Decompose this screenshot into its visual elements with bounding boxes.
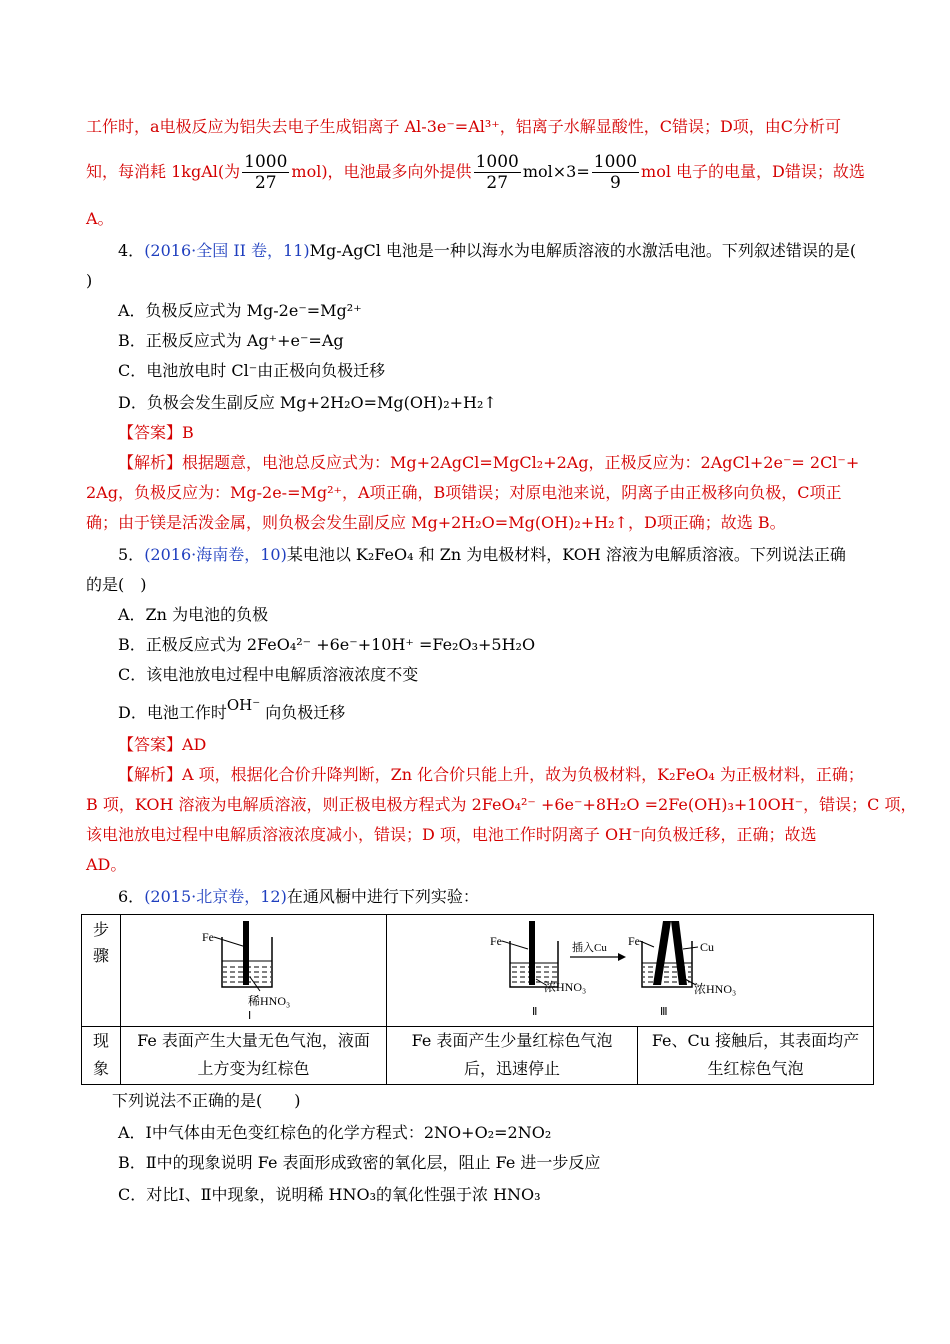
question-number: 5． xyxy=(118,545,145,564)
question-4-stem xyxy=(118,240,856,262)
option-c: C．对比Ⅰ、Ⅱ中现象，说明稀 HNO₃的氧化性强于浓 HNO₃ xyxy=(118,1185,541,1204)
fraction-denominator: 9 xyxy=(609,173,621,193)
option-d xyxy=(118,696,346,724)
row-header-phenomena xyxy=(82,1027,121,1085)
analysis-line: 2Ag，负极反应为：Mg-2e-=Mg²⁺，A项正确，B项错误；对原电池来说，阴离子由正极移向负极，C项正 xyxy=(86,483,842,502)
option-c: C．电池放电时 Cl⁻由正极向负极迁移 xyxy=(118,361,386,380)
analysis-line: 工作时，a电极反应为铝失去电子生成铝离子 Al-3e⁻=Al³⁺，铝离子水解显酸性，C错误；D项，由C分析可 xyxy=(86,117,842,136)
analysis-text: mol×3= xyxy=(522,162,590,181)
option-text: 向负极迁移 xyxy=(265,703,346,722)
table-row xyxy=(82,915,874,1027)
row-header-steps xyxy=(82,915,121,1027)
fraction-numerator: 1000 xyxy=(475,152,519,172)
observation-text: Fe 表面产生大量无色气泡，液面 xyxy=(137,1031,370,1050)
analysis-line: 确；由于镁是活泼金属，则负极会发生副反应 Mg+2H₂O=Mg(OH)₂+H₂↑，D项正确；故选 B。 xyxy=(86,513,786,532)
option-b: B．正极反应式为 2FeO₄²⁻ +6e⁻+10H⁺ =Fe₂O₃+5H₂O xyxy=(118,635,536,654)
header-char: 步 xyxy=(92,920,109,939)
analysis-line: 【解析】A 项，根据化合价升降判断，Zn 化合价只能上升，故为负极材料，K₂FeO₄ 为正极材料，正确； xyxy=(118,765,864,784)
answer: 【答案】B xyxy=(118,423,194,442)
figure-label: Ⅱ xyxy=(532,1006,538,1018)
analysis-text: mol 电子的电量，D错误；故选 xyxy=(641,162,865,181)
analysis-text: 知，每消耗 1kgAl(为 xyxy=(86,162,241,181)
fraction xyxy=(592,152,639,193)
fe-label: Fe xyxy=(201,930,214,944)
question-text: Mg-AgCl 电池是一种以海水为电解质溶液的水激活电池。下列叙述错误的是( xyxy=(309,241,857,260)
table-row xyxy=(82,1027,874,1085)
fe-label: Fe xyxy=(490,934,502,948)
option-b: B．正极反应式为 Ag⁺+e⁻=Ag xyxy=(118,331,344,350)
observation-text: 生红棕色气泡 xyxy=(707,1059,804,1078)
figure-label: Ⅲ xyxy=(660,1006,668,1018)
option-a: A．负极反应式为 Mg-2e⁻=Mg²⁺ xyxy=(118,301,362,320)
fraction-denominator: 27 xyxy=(254,173,277,193)
acid-label: 浓HNO₃ xyxy=(694,982,737,996)
beaker-dilute-hno3-figure xyxy=(174,915,334,1023)
header-char: 现 xyxy=(92,1031,109,1050)
beaker-concentrated-hno3-figures xyxy=(480,915,780,1023)
question-number: 6． xyxy=(118,887,145,906)
option-c: C．该电池放电过程中电解质溶液浓度不变 xyxy=(118,665,419,684)
question-text-cont: 的是( ) xyxy=(86,575,147,594)
observation-3 xyxy=(638,1027,874,1085)
question-source: (2015·北京卷，12) xyxy=(144,887,287,906)
fraction-numerator: 1000 xyxy=(244,152,288,172)
option-b: B．Ⅱ中的现象说明 Fe 表面形成致密的氧化层，阻止 Fe 进一步反应 xyxy=(118,1153,601,1172)
header-char: 骤 xyxy=(92,946,109,965)
answer: 【答案】AD xyxy=(118,735,207,754)
fraction xyxy=(242,152,289,193)
analysis-line: A。 xyxy=(86,209,114,228)
question-6-prompt: 下列说法不正确的是( ) xyxy=(112,1091,301,1110)
step-2-3-cell xyxy=(387,915,874,1027)
fraction-numerator: 1000 xyxy=(593,152,638,172)
observation-text: 上方变为红棕色 xyxy=(197,1059,310,1078)
question-number: 4． xyxy=(118,241,145,260)
option-a: A．Zn 为电池的负极 xyxy=(118,605,269,624)
fraction-denominator: 27 xyxy=(486,173,509,193)
option-a: A．Ⅰ中气体由无色变红棕色的化学方程式：2NO+O₂=2NO₂ xyxy=(118,1123,552,1142)
observation-text: Fe、Cu 接触后，其表面均产 xyxy=(651,1031,860,1050)
analysis-text: mol)，电池最多向外提供 xyxy=(291,162,472,181)
hydroxide-formula: OH⁻ xyxy=(226,696,261,714)
fraction xyxy=(474,152,521,193)
option-d: D．负极会发生副反应 Mg+2H₂O=Mg(OH)₂+H₂↑ xyxy=(118,393,497,412)
observation-2 xyxy=(387,1027,638,1085)
analysis-line: 该电池放电过程中电解质溶液浓度减小，错误；D 项，电池工作时阴离子 OH⁻向负极迁移，正确；故选 xyxy=(86,825,817,844)
arrow-icon xyxy=(618,953,626,961)
step-1-cell xyxy=(121,915,387,1027)
observation-text: 后，迅速停止 xyxy=(463,1059,560,1078)
acid-label: 稀HNO₃ xyxy=(247,994,290,1008)
acid-label: 浓HNO₃ xyxy=(544,980,587,994)
question-source: (2016·全国 II 卷，11) xyxy=(144,241,310,260)
analysis-line-fractions xyxy=(86,150,865,194)
option-text: D．电池工作时 xyxy=(118,703,227,722)
figure-label: Ⅰ xyxy=(247,1010,251,1022)
question-text: 在通风橱中进行下列实验： xyxy=(286,887,479,906)
question-text: 某电池以 K₂FeO₄ 和 Zn 为电极材料，KOH 溶液为电解质溶液。下列说法正确 xyxy=(286,545,846,564)
analysis-line: 【解析】根据题意，电池总反应式为：Mg+2AgCl=MgCl₂+2Ag，正极反应为：2AgCl+2e⁻= 2Cl⁻+ xyxy=(118,453,860,472)
question-6-stem xyxy=(118,886,479,908)
cu-label: Cu xyxy=(700,940,715,954)
question-5-stem xyxy=(118,544,846,566)
question-source: (2016·海南卷，10) xyxy=(144,545,287,564)
observation-text: Fe 表面产生少量红棕色气泡 xyxy=(411,1031,613,1050)
analysis-line: B 项，KOH 溶液为电解质溶液，则正极电极方程式为 2FeO₄²⁻ +6e⁻+8H₂O =2Fe(OH)₃+10OH⁻，错误；C 项， xyxy=(86,795,917,814)
question-text-cont: ) xyxy=(86,271,93,290)
observation-1 xyxy=(121,1027,387,1085)
arrow-label: 插入Cu xyxy=(572,942,607,954)
experiment-table xyxy=(81,914,874,1085)
fe-label: Fe xyxy=(628,934,640,948)
analysis-line: AD。 xyxy=(86,855,127,874)
header-char: 象 xyxy=(92,1059,109,1078)
